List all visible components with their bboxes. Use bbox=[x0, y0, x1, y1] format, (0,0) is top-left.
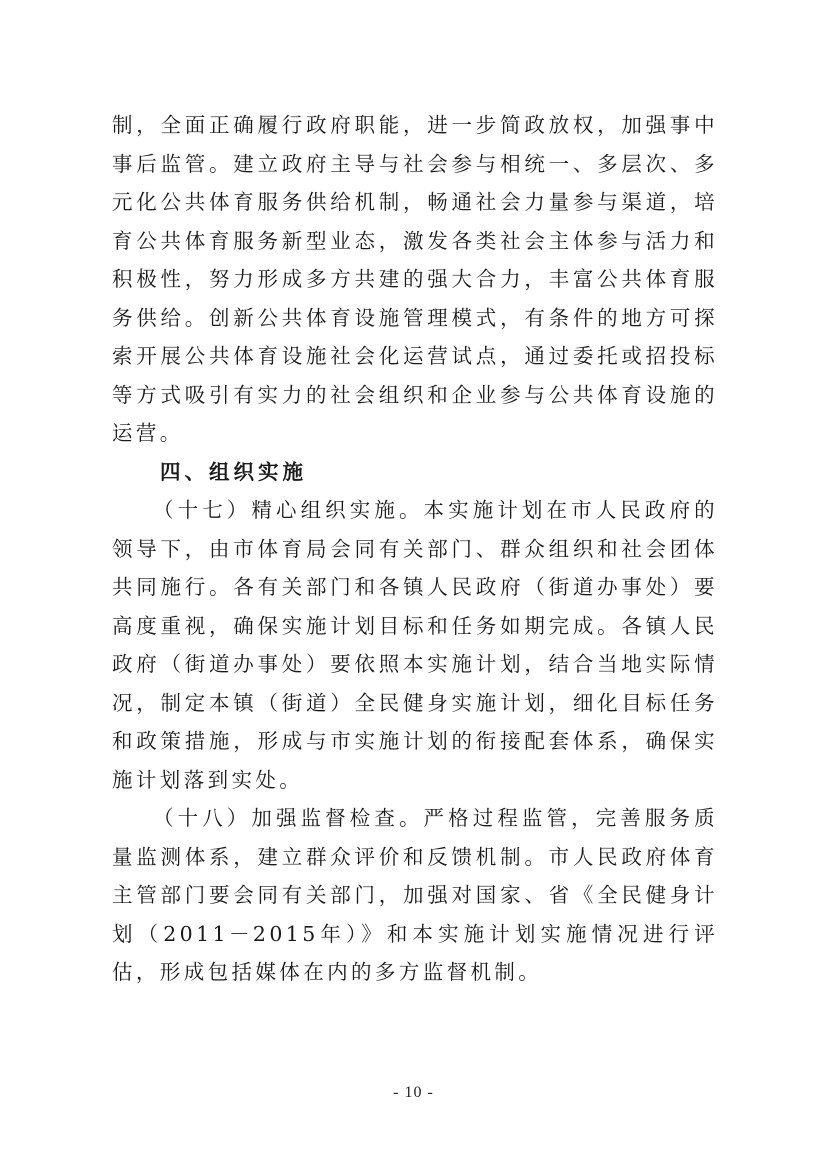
document-body bbox=[112, 106, 718, 992]
section-heading: 四、组织实施 bbox=[160, 459, 307, 484]
paragraph-item-18: （十八）加强监督检查。严格过程监管，完善服务质量监测体系，建立群众评价和反馈机制。市人民政府体育主管部门要会同有关部门，加强对国家、省《全民健身计划（2011－2015年）》和本实施计划实施情况进行评估，形成包括媒体在内的多方监督机制。 bbox=[112, 806, 718, 984]
page-number: - 10 - bbox=[393, 1084, 434, 1101]
paragraph-item-17: （十七）精心组织实施。本实施计划在市人民政府的领导下，由市体育局会同有关部门、群众组织和社会团体共同施行。各有关部门和各镇人民政府（街道办事处）要高度重视，确保实施计划目标和任务如期完成。各镇人民政府（街道办事处）要依照本实施计划，结合当地实际情况，制定本镇（街道）全民健身实施计划，细化目标任务和政策措施，形成与市实施计划的衔接配套体系，确保实施计划落到实处。 bbox=[112, 498, 718, 792]
paragraph-continuation: 制，全面正确履行政府职能，进一步简政放权，加强事中事后监管。建立政府主导与社会参与相统一、多层次、多元化公共体育服务供给机制，畅通社会力量参与渠道，培育公共体育服务新型业态，激发各类社会主体参与活力和积极性，努力形成多方共建的强大合力，丰富公共体育服务供给。创新公共体育设施管理模式，有条件的地方可探索开展公共体育设施社会化运营试点，通过委托或招投标等方式吸引有实力的社会组织和企业参与公共体育设施的运营。 bbox=[112, 113, 718, 445]
